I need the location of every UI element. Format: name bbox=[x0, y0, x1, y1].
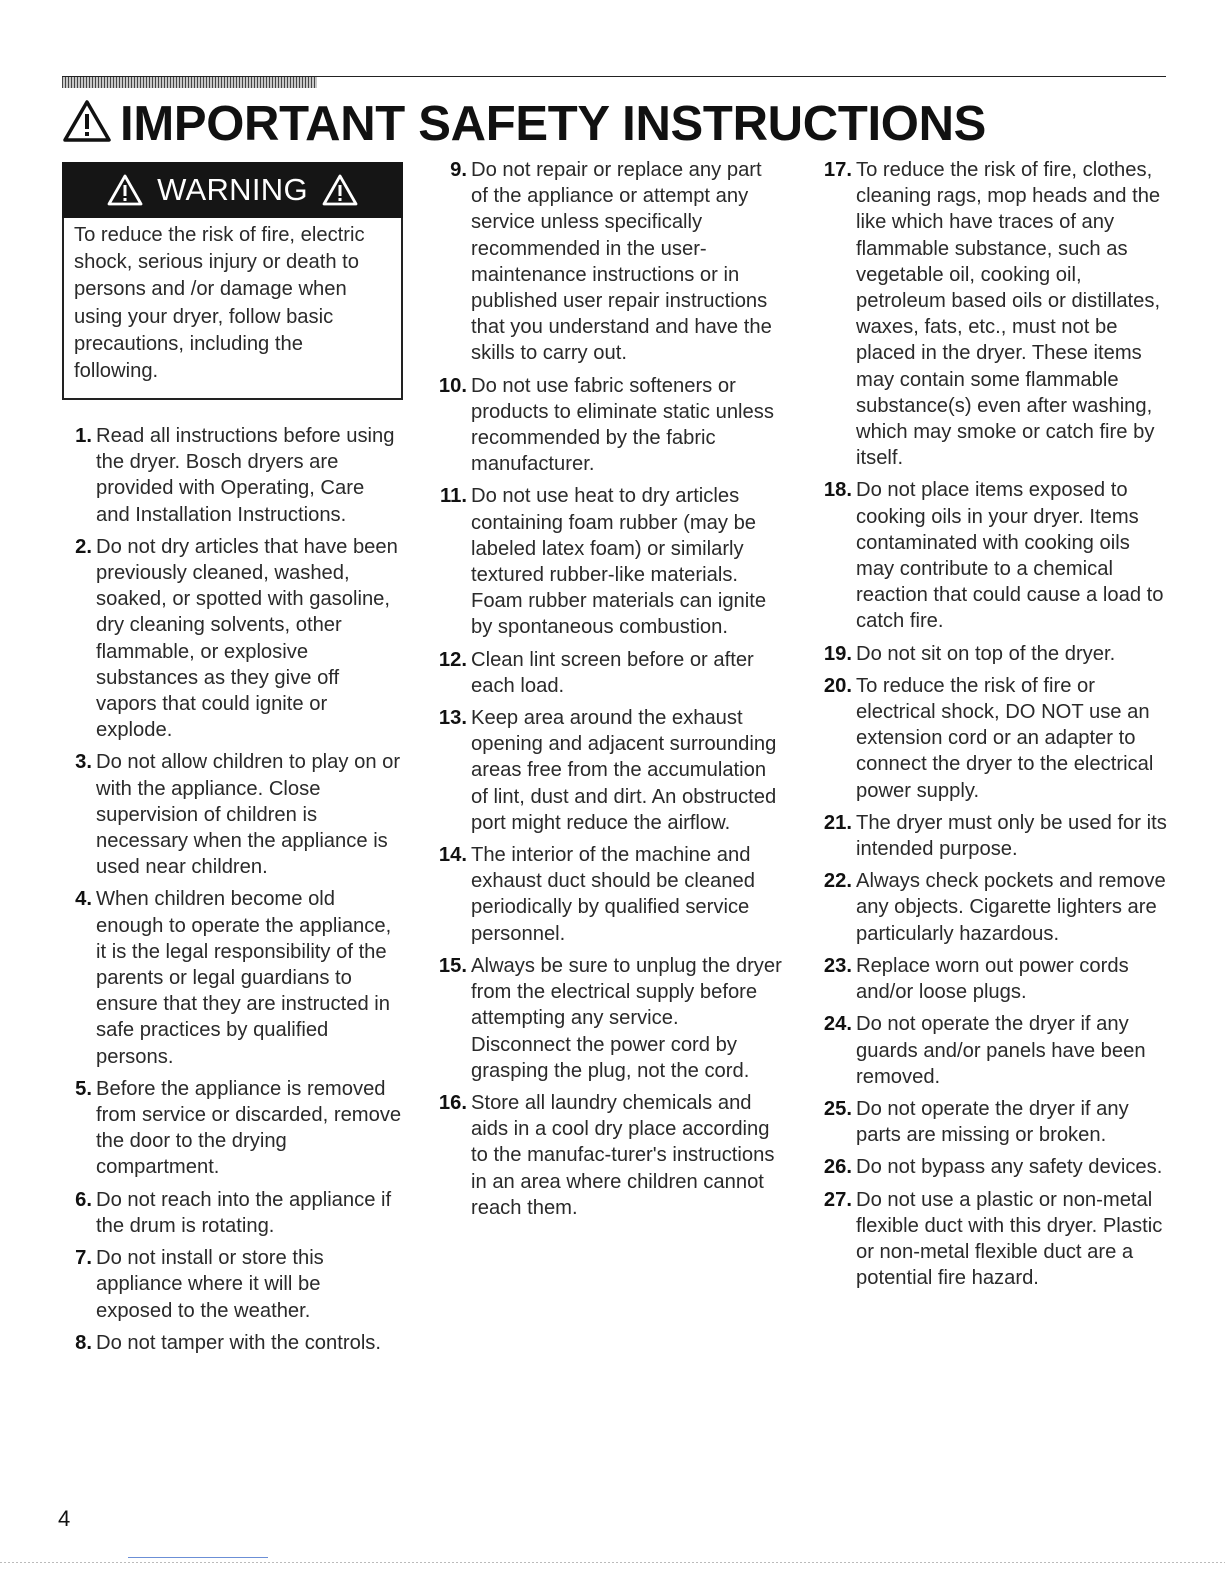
item-number: 21. bbox=[823, 811, 852, 834]
item-text: Do not repair or replace any part of the appliance or attempt any service unless specifically recommended in the user-maintenance instructions or in published user repair instructions that you understand and have the skills to carry out. bbox=[471, 159, 772, 365]
item-text: Do not use a plastic or non-metal flexible duct with this dryer. Plastic or non-metal flexible duct are a potential fire hazard. bbox=[856, 1188, 1163, 1290]
item-text: Clean lint screen before or after each load. bbox=[471, 648, 754, 697]
warning-triangle-icon bbox=[107, 174, 143, 206]
item-number: 18. bbox=[823, 479, 852, 502]
item-text: Do not use fabric softeners or products to eliminate static unless recommended by the fabric manufacturer. bbox=[471, 374, 774, 476]
item-number: 23. bbox=[823, 954, 852, 977]
item-number: 10. bbox=[438, 374, 467, 397]
warning-heading: WARNING bbox=[157, 172, 308, 207]
list-item bbox=[822, 641, 1167, 667]
item-number: 6. bbox=[75, 1188, 92, 1211]
item-text: Do not operate the dryer if any parts are missing or broken. bbox=[856, 1097, 1129, 1147]
item-number: 26. bbox=[823, 1156, 852, 1179]
item-text: Keep area around the exhaust opening and adjacent surrounding areas free from the accumulation of lint, dust and dirt. An obstructed port might reduce the airflow. bbox=[471, 707, 777, 834]
item-text: Do not place items exposed to cooking oils in your dryer. Items contaminated with cooking oils may contribute to a chemical reaction that could cause a load to catch fire. bbox=[856, 479, 1164, 633]
warning-header bbox=[62, 162, 403, 218]
list-item bbox=[822, 1187, 1167, 1292]
list-item bbox=[437, 483, 782, 640]
header-pattern-bar bbox=[62, 76, 317, 88]
item-text: Do not operate the dryer if any guards and/or panels have been removed. bbox=[856, 1013, 1146, 1088]
warning-box bbox=[62, 162, 403, 400]
list-item bbox=[62, 749, 402, 880]
item-number: 22. bbox=[823, 870, 852, 893]
footer-link-underline bbox=[128, 1557, 268, 1558]
item-number: 17. bbox=[823, 159, 852, 181]
list-item bbox=[62, 886, 402, 1069]
page-title bbox=[62, 92, 986, 156]
item-number: 2. bbox=[75, 535, 92, 558]
list-item bbox=[62, 1187, 402, 1239]
item-number: 16. bbox=[438, 1091, 467, 1114]
item-text: Always check pockets and remove any objects. Cigarette lighters are particularly hazardous. bbox=[856, 870, 1166, 945]
item-text: To reduce the risk of fire or electrical shock, DO NOT use an extension cord or an adapter to connect the dryer to the electrical power supply. bbox=[856, 674, 1154, 802]
warning-triangle-icon bbox=[322, 174, 358, 206]
item-text: Read all instructions before using the dryer. Bosch dryers are provided with Operating, Care and Installation Instructions. bbox=[96, 425, 395, 526]
item-number: 24. bbox=[823, 1013, 852, 1036]
item-number: 8. bbox=[75, 1331, 92, 1354]
list-item bbox=[822, 953, 1167, 1005]
item-text: To reduce the risk of fire, clothes, cleaning rags, mop heads and the like which have traces of any flammable substance, such as vegetable oil, cooking oil, petroleum based oils or distillates, waxes, fats, etc., must not be placed in the dryer. These items may contain some flammable substance(s) even after washing, which may smoke or catch fire by itself. bbox=[856, 159, 1161, 470]
item-text: Before the appliance is removed from service or discarded, remove the door to the drying compartment. bbox=[96, 1077, 402, 1179]
item-number: 27. bbox=[823, 1188, 852, 1211]
list-item bbox=[437, 647, 782, 699]
item-text: Always be sure to unplug the dryer from the electrical supply before attempting any service. Disconnect the power cord by grasping the plug, not the cord. bbox=[471, 954, 782, 1082]
footer-rule bbox=[0, 1562, 1225, 1563]
list-item bbox=[62, 423, 402, 528]
item-text: When children become old enough to operate the appliance, it is the legal responsibility of the parents or legal guardians to ensure that they are instructed in safe practices by qualified persons. bbox=[96, 888, 392, 1068]
instructions-column-2 bbox=[437, 157, 782, 1227]
list-item bbox=[822, 1154, 1167, 1180]
list-item bbox=[822, 1096, 1167, 1148]
item-text: Do not sit on top of the dryer. bbox=[856, 642, 1116, 665]
item-text: Do not install or store this appliance where it will be exposed to the weather. bbox=[96, 1247, 324, 1322]
list-item bbox=[437, 705, 782, 836]
item-number: 25. bbox=[823, 1097, 852, 1120]
item-number: 13. bbox=[438, 707, 467, 730]
list-item bbox=[822, 868, 1167, 947]
list-item bbox=[62, 1245, 402, 1324]
list-item bbox=[62, 534, 402, 744]
warning-text: To reduce the risk of fire, electric shock, serious injury or death to persons and /or damage when using your dryer, follow basic precautions, including the following. bbox=[74, 224, 365, 383]
page-title-text: IMPORTANT SAFETY INSTRUCTIONS bbox=[120, 97, 987, 151]
list-item bbox=[437, 373, 782, 478]
item-text: Do not bypass any safety devices. bbox=[856, 1156, 1163, 1179]
item-number: 20. bbox=[823, 674, 852, 697]
item-text: The dryer must only be used for its intended purpose. bbox=[856, 811, 1167, 861]
page-number: 4 bbox=[58, 1506, 71, 1531]
item-number: 4. bbox=[75, 888, 92, 911]
list-item bbox=[822, 157, 1167, 471]
list-item bbox=[437, 1090, 782, 1221]
item-text: Store all laundry chemicals and aids in a cool dry place according to the manufac-turer's instructions in an area where children cannot reach them. bbox=[471, 1091, 775, 1219]
list-item bbox=[437, 953, 782, 1084]
list-item bbox=[437, 157, 782, 367]
list-item bbox=[822, 477, 1167, 634]
item-number: 11. bbox=[440, 485, 467, 508]
list-item bbox=[437, 842, 782, 947]
list-item bbox=[822, 673, 1167, 804]
item-number: 12. bbox=[438, 648, 467, 671]
item-text: Do not reach into the appliance if the drum is rotating. bbox=[96, 1188, 392, 1237]
item-number: 1. bbox=[75, 425, 92, 447]
item-text: Do not use heat to dry articles containing foam rubber (may be labeled latex foam) or similarly textured rubber-like materials. Foam rubber materials can ignite by spontaneous combustion. bbox=[471, 485, 767, 639]
list-item bbox=[822, 1011, 1167, 1090]
item-number: 15. bbox=[438, 954, 467, 977]
item-number: 5. bbox=[75, 1077, 92, 1100]
item-text: The interior of the machine and exhaust duct should be cleaned periodically by qualified service personnel. bbox=[471, 844, 755, 945]
item-number: 14. bbox=[438, 844, 467, 867]
list-item bbox=[822, 810, 1167, 862]
item-number: 19. bbox=[823, 642, 852, 665]
item-text: Do not allow children to play on or with the appliance. Close supervision of children is necessary when the appliance is used near children. bbox=[96, 751, 401, 879]
item-text: Replace worn out power cords and/or loose plugs. bbox=[856, 954, 1129, 1004]
item-text: Do not tamper with the controls. bbox=[96, 1331, 382, 1354]
list-item bbox=[62, 1330, 402, 1356]
header-rule bbox=[62, 76, 1166, 77]
instructions-column-1 bbox=[62, 423, 402, 1362]
instructions-column-3 bbox=[822, 157, 1167, 1297]
item-number: 3. bbox=[75, 751, 92, 774]
list-item bbox=[62, 1076, 402, 1181]
warning-triangle-icon bbox=[62, 99, 112, 143]
item-number: 9. bbox=[450, 159, 467, 181]
item-text: Do not dry articles that have been previously cleaned, washed, soaked, or spotted with gasoline, dry cleaning solvents, other flammable, or explosive substances as they give off vapors that could ignite or explode. bbox=[96, 535, 398, 742]
item-number: 7. bbox=[75, 1247, 92, 1270]
